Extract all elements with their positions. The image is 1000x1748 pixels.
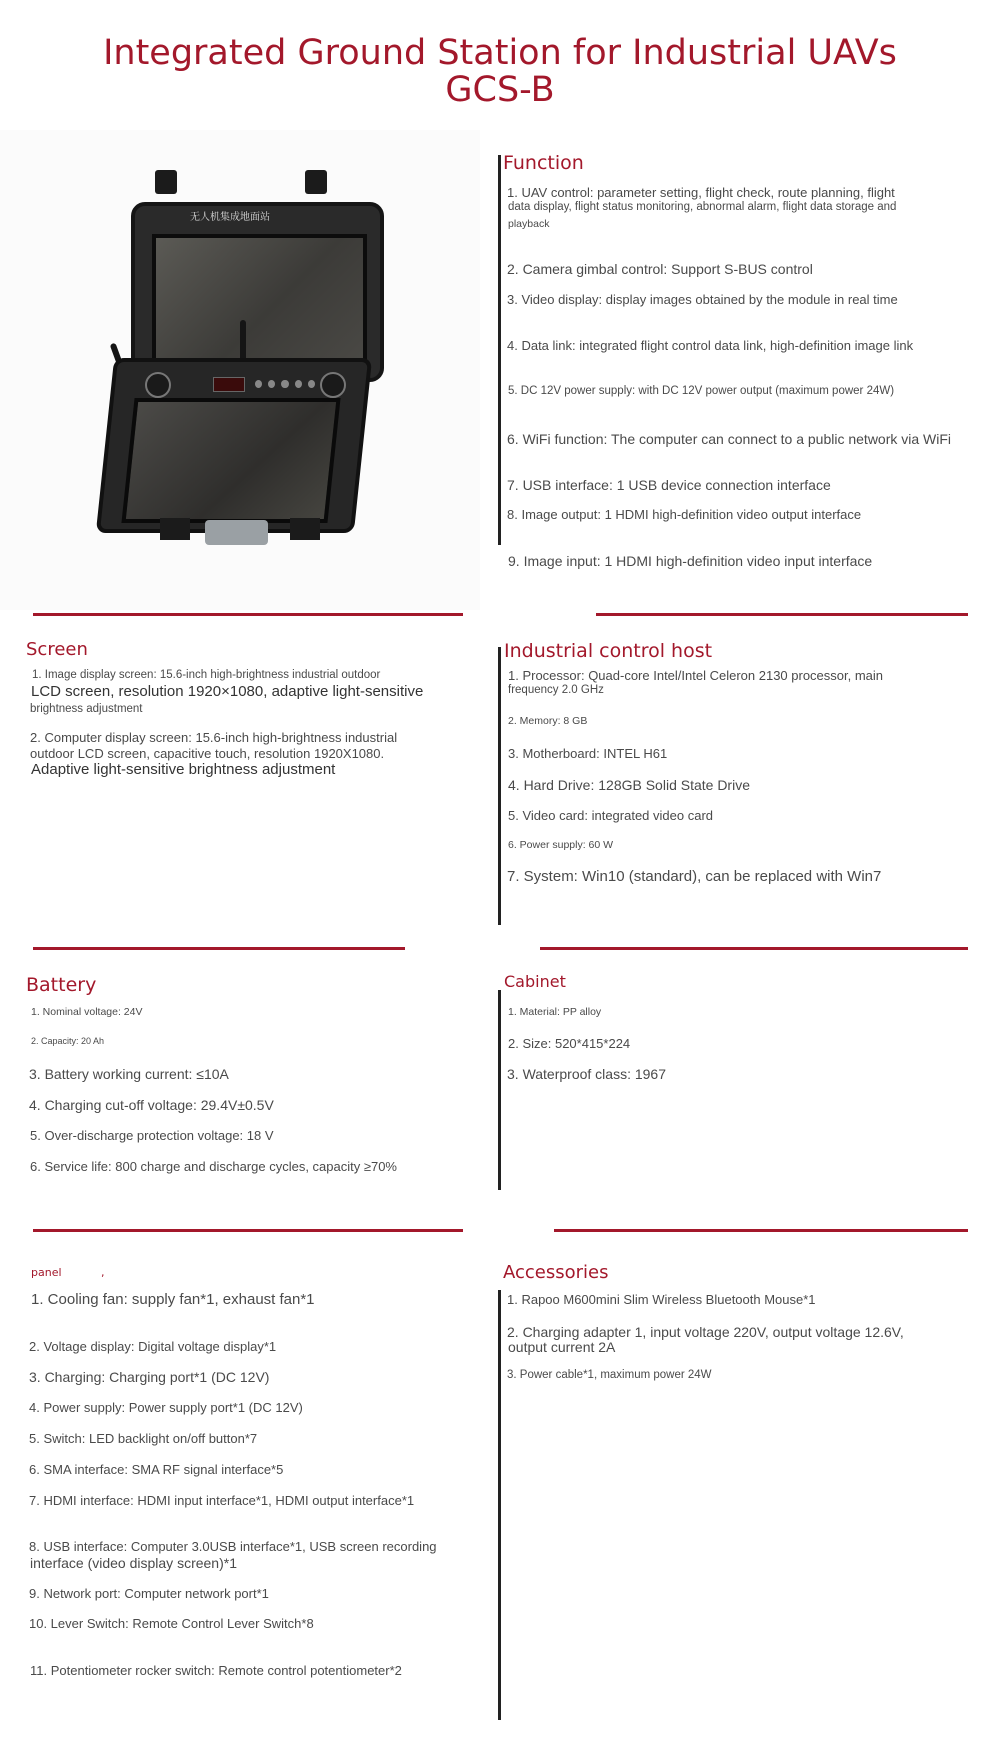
host-item: 1. Processor: Quad-core Intel/Intel Celeron 2130 processor, main [508,668,884,683]
panel-item: 2. Voltage display: Digital voltage display*1 [29,1339,277,1354]
section-heading-host: Industrial control host [504,640,713,662]
section-rule [33,1229,463,1232]
latch-right [305,170,327,194]
latch-left [155,170,177,194]
section-heading-battery: Battery [26,974,97,996]
page-title: Integrated Ground Station for Industrial UAVs [103,33,897,73]
function-item: 7. USB interface: 1 USB device connection interface [507,477,831,493]
section-rule [596,613,968,616]
panel-item: 9. Network port: Computer network port*1 [29,1586,269,1601]
screen-item: LCD screen, resolution 1920×1080, adaptive light-sensitive [31,683,424,700]
section-rule [33,613,463,616]
base-screen [121,398,340,523]
panel-item: 8. USB interface: Computer 3.0USB interface*1, USB screen recording [29,1539,437,1554]
control-buttons [255,380,315,388]
divider-vertical [498,647,501,925]
battery-item: 4. Charging cut-off voltage: 29.4V±0.5V [29,1097,274,1113]
host-item: frequency 2.0 GHz [508,684,604,696]
function-item: 4. Data link: integrated flight control data link, high-definition image link [507,338,914,353]
function-item: 6. WiFi function: The computer can connect to a public network via WiFi [507,431,952,447]
accessory-item: 2. Charging adapter 1, input voltage 220V, output voltage 12.6V, [507,1324,904,1340]
divider-vertical [498,155,501,545]
panel-item: 6. SMA interface: SMA RF signal interface*5 [29,1462,284,1477]
lid-screen [152,234,367,371]
function-item: 1. UAV control: parameter setting, flight check, route planning, flight [507,185,895,200]
divider-vertical [498,1290,501,1720]
host-item: 4. Hard Drive: 128GB Solid State Drive [508,777,750,793]
function-item: 9. Image input: 1 HDMI high-definition video input interface [508,553,873,569]
model-name: GCS-B [445,70,555,110]
screen-item: Adaptive light-sensitive brightness adjustment [31,761,336,778]
lid-label: 无人机集成地面站 [190,212,270,223]
section-heading-function: Function [503,152,584,174]
host-item: 2. Memory: 8 GB [508,715,588,727]
section-rule [33,947,405,950]
panel-item: 11. Potentiometer rocker switch: Remote control potentiometer*2 [30,1663,402,1678]
voltage-display [213,377,245,392]
case-foot [160,518,190,540]
panel-item: 10. Lever Switch: Remote Control Lever Switch*8 [29,1616,314,1631]
panel-item: 5. Switch: LED backlight on/off button*7 [29,1431,258,1446]
cabinet-item: 3. Waterproof class: 1967 [507,1066,667,1082]
section-heading-screen: Screen [26,639,88,660]
function-item: 3. Video display: display images obtained by the module in real time [507,292,898,307]
host-item: 7. System: Win10 (standard), can be replaced with Win7 [507,868,882,885]
section-heading-panel: panel [31,1266,62,1279]
screen-item: 2. Computer display screen: 15.6-inch high-brightness industrial [30,730,398,745]
accessory-item: 1. Rapoo M600mini Slim Wireless Bluetooth Mouse*1 [507,1292,816,1307]
screen-item: outdoor LCD screen, capacitive touch, resolution 1920X1080. [30,746,385,761]
section-heading-cabinet: Cabinet [504,972,566,991]
panel-item: 3. Charging: Charging port*1 (DC 12V) [29,1369,270,1385]
screen-item: 1. Image display screen: 15.6-inch high-brightness industrial outdoor [32,669,381,681]
panel-item: 7. HDMI interface: HDMI input interface*1, HDMI output interface*1 [29,1493,415,1508]
section-heading-accessories: Accessories [503,1262,609,1283]
cabinet-item: 2. Size: 520*415*224 [508,1036,631,1051]
function-item: 8. Image output: 1 HDMI high-definition video output interface [507,507,862,522]
accessory-item: 3. Power cable*1, maximum power 24W [507,1369,712,1381]
function-item: data display, flight status monitoring, abnormal alarm, flight data storage and [508,201,897,213]
function-item: playback [508,218,550,230]
fan-icon [320,372,346,398]
panel-mark: , [101,1266,105,1279]
divider-vertical [498,990,501,1190]
panel-item: 4. Power supply: Power supply port*1 (DC 12V) [29,1400,303,1415]
screen-item: brightness adjustment [30,703,143,715]
battery-item: 1. Nominal voltage: 24V [31,1006,143,1018]
host-item: 5. Video card: integrated video card [508,808,714,823]
battery-item: 3. Battery working current: ≤10A [29,1066,229,1082]
section-rule [554,1229,968,1232]
battery-item: 2. Capacity: 20 Ah [31,1036,105,1046]
function-item: 2. Camera gimbal control: Support S-BUS control [507,261,813,277]
accessory-item: output current 2A [508,1339,616,1355]
fan-icon [145,372,171,398]
function-item: 5. DC 12V power supply: with DC 12V power output (maximum power 24W) [508,385,895,397]
panel-item: interface (video display screen)*1 [30,1555,237,1571]
case-foot [290,518,320,540]
panel-item: 1. Cooling fan: supply fan*1, exhaust fan*1 [31,1291,315,1308]
battery-item: 6. Service life: 800 charge and discharge cycles, capacity ≥70% [30,1159,397,1174]
section-rule [540,947,968,950]
battery-item: 5. Over-discharge protection voltage: 18 V [30,1128,274,1143]
host-item: 6. Power supply: 60 W [508,839,614,851]
cabinet-item: 1. Material: PP alloy [508,1006,602,1018]
host-item: 3. Motherboard: INTEL H61 [508,746,668,761]
case-handle [205,520,268,545]
